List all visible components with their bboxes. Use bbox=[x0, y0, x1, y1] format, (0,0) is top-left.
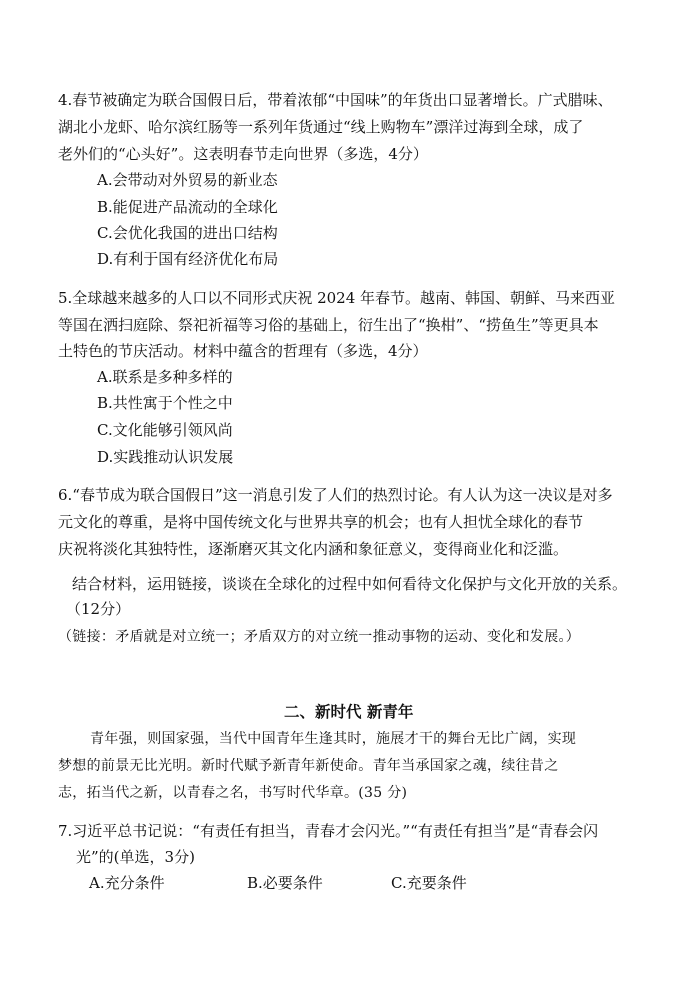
q4-option-d: D.有利于国有经济优化布局 bbox=[97, 250, 279, 268]
q7-option-c: C.充要条件 bbox=[391, 874, 467, 892]
q7-stem-line-2: 光”的(单选，3分) bbox=[76, 848, 195, 866]
q7-stem-line-1: 7.习近平总书记说：“有责任有担当，青春才会闪光。”“有责任有担当”是“青春会闪 bbox=[58, 822, 599, 840]
q5-option-d: D.实践推动认识发展 bbox=[97, 448, 234, 466]
q6-link-note: （链接：矛盾就是对立统一；矛盾双方的对立统一推动事物的运动、变化和发展。） bbox=[58, 629, 581, 645]
q4-stem-line-3: 老外们的“心头好”。这表明春节走向世界（多选，4分） bbox=[58, 145, 428, 163]
q4-stem-line-2: 湖北小龙虾、哈尔滨红肠等一系列年货通过“线上购物车”漂洋过海到全球，成了 bbox=[58, 118, 584, 136]
q4-option-c: C.会优化我国的进出口结构 bbox=[97, 224, 278, 242]
section-intro-line-3: 志，拓当代之新，以青春之名，书写时代华章。(35 分) bbox=[58, 785, 408, 801]
section-title: 二、新时代 新青年 bbox=[284, 702, 414, 721]
q5-option-b: B.共性寓于个性之中 bbox=[97, 394, 233, 412]
q6-stem-line-3: 庆祝将淡化其独特性，逐渐磨灭其文化内涵和象征意义，变得商业化和泛滥。 bbox=[58, 540, 569, 558]
q4-stem-line-1: 4.春节被确定为联合国假日后，带着浓郁“中国味”的年货出口显著增长。广式腊味、 bbox=[58, 91, 613, 109]
q7-option-a: A.充分条件 bbox=[89, 874, 165, 892]
q6-score: （12分） bbox=[66, 600, 131, 618]
q5-option-a: A.联系是多种多样的 bbox=[97, 368, 233, 386]
q6-stem-line-1: 6.“春节成为联合国假日”这一消息引发了人们的热烈讨论。有人认为这一决议是对多 bbox=[58, 486, 613, 504]
q4-option-b: B.能促进产品流动的全球化 bbox=[97, 198, 278, 216]
section-intro-line-1: 青年强，则国家强，当代中国青年生逢其时，施展才干的舞台无比广阔，实现 bbox=[90, 731, 577, 747]
q4-option-a: A.会带动对外贸易的新业态 bbox=[97, 171, 278, 189]
q7-option-b: B.必要条件 bbox=[247, 874, 323, 892]
q5-stem-line-3: 土特色的节庆活动。材料中蕴含的哲理有（多选，4分） bbox=[58, 342, 428, 360]
q5-stem-line-2: 等国在洒扫庭除、祭祀祈福等习俗的基础上，衍生出了“换柑”、“捞鱼生”等更具本 bbox=[58, 316, 599, 334]
q6-stem-line-2: 元文化的尊重，是将中国传统文化与世界共享的机会；也有人担忧全球化的春节 bbox=[58, 513, 584, 531]
q5-option-c: C.文化能够引领风尚 bbox=[97, 421, 233, 439]
q5-stem-line-1: 5.全球越来越多的人口以不同形式庆祝 2024 年春节。越南、韩国、朝鲜、马来西亚 bbox=[58, 289, 616, 307]
q6-task: 结合材料，运用链接，谈谈在全球化的过程中如何看待文化保护与文化开放的关系。 bbox=[72, 575, 628, 593]
section-intro-line-2: 梦想的前景无比光明。新时代赋予新青年新使命。青年当承国家之魂，续往昔之 bbox=[58, 758, 559, 774]
